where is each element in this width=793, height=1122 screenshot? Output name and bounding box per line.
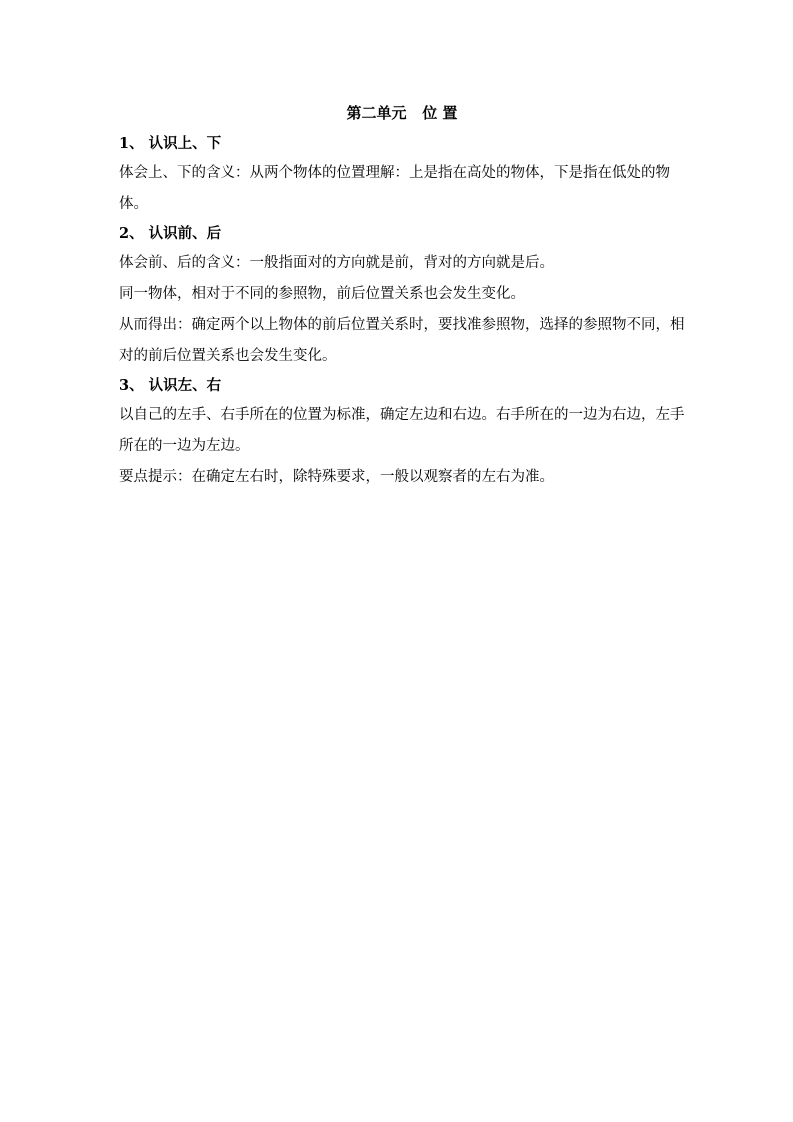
- section-paragraph: 要点提示：在确定左右时，除特殊要求，一般以观察者的左右为准。: [119, 469, 554, 485]
- section-front-back: [119, 220, 685, 372]
- section-paragraph: 体会上、下的含义：从两个物体的位置理解：上是指在高处的物体，下是指在低处的物体。: [119, 165, 670, 212]
- section-heading: 3、 认识左、右: [119, 377, 222, 394]
- section-left-right: [119, 372, 685, 493]
- document-title: 第二单元 位 置: [346, 104, 458, 122]
- section-paragraph: 体会前、后的含义：一般指面对的方向就是前，背对的方向就是后。: [119, 255, 554, 271]
- section-paragraph: 同一物体，相对于不同的参照物，前后位置关系也会发生变化。: [119, 286, 525, 302]
- section-heading: 2、 认识前、后: [119, 225, 222, 242]
- section-heading: 1、 认识上、下: [119, 135, 222, 152]
- section-paragraph: 从而得出：确定两个以上物体的前后位置关系时，要找准参照物，选择的参照物不同，相对的前后位置关系也会发生变化。: [119, 317, 685, 364]
- section-paragraph: 以自己的左手、右手所在的位置为标准，确定左边和右边。右手所在的一边为右边，左手所在的一边为左边。: [119, 407, 685, 454]
- section-up-down: [119, 130, 685, 220]
- document-body: [119, 100, 685, 493]
